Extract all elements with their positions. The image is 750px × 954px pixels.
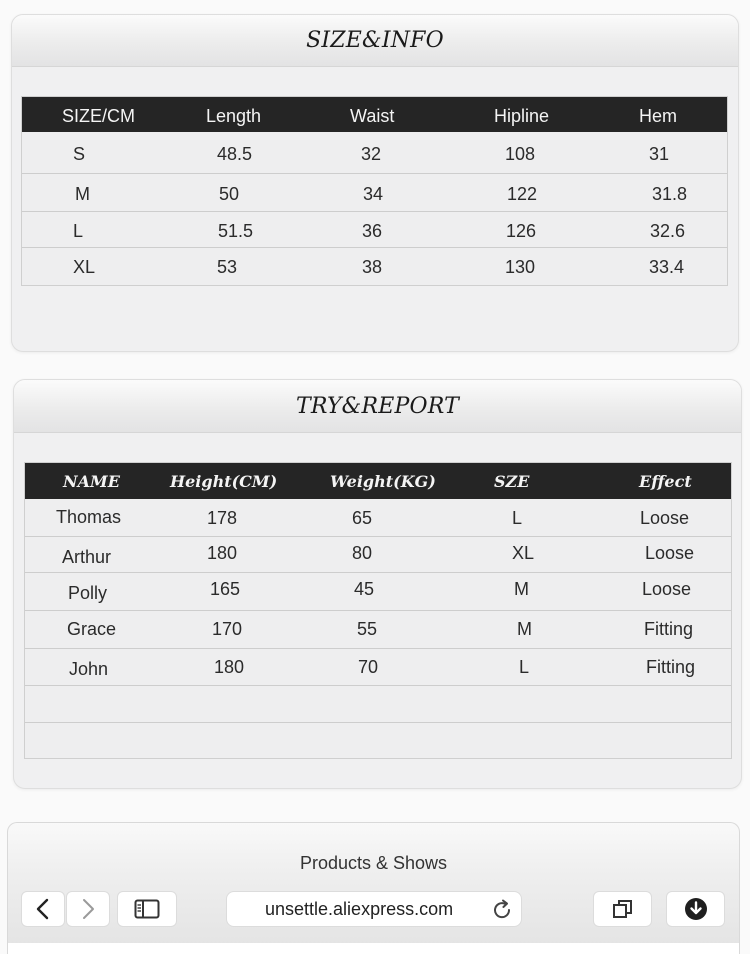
browser-toolbar xyxy=(7,822,740,954)
column-header: NAME xyxy=(63,472,120,491)
column-header: SZE xyxy=(494,472,530,491)
table-cell: XL xyxy=(512,543,535,563)
reload-icon xyxy=(491,899,513,921)
browser-content-edge xyxy=(8,943,739,954)
table-row xyxy=(22,132,727,174)
table-cell: Polly xyxy=(68,583,108,603)
table-cell: 45 xyxy=(354,579,375,599)
table-cell: Grace xyxy=(67,619,117,639)
back-button[interactable] xyxy=(21,891,65,927)
try-report-panel xyxy=(13,379,742,789)
table-cell: M xyxy=(75,184,90,204)
table-row xyxy=(25,611,731,649)
sidebar-button[interactable] xyxy=(117,891,177,927)
reload-button[interactable] xyxy=(491,899,513,926)
table-cell: 180 xyxy=(207,543,238,563)
browser-page-title: Products & Shows xyxy=(299,853,448,873)
table-cell: 126 xyxy=(506,221,537,241)
table-cell: M xyxy=(517,619,532,639)
download-button[interactable] xyxy=(666,891,725,927)
column-header: Height(CM) xyxy=(170,472,278,491)
try-report-header xyxy=(14,380,741,433)
table-cell: 55 xyxy=(357,619,378,639)
size-info-header xyxy=(12,15,738,67)
table-cell: 34 xyxy=(363,184,384,204)
download-icon xyxy=(684,897,708,921)
table-row xyxy=(22,174,727,212)
table-cell: 178 xyxy=(207,508,238,528)
table-cell: Loose xyxy=(642,579,692,599)
table-cell: L xyxy=(73,221,84,241)
table-cell: S xyxy=(73,144,86,164)
table-cell: Arthur xyxy=(62,547,112,567)
table-row xyxy=(25,649,731,686)
table-cell: 122 xyxy=(507,184,538,204)
try-report-title: TRY&REPORT xyxy=(296,393,459,419)
try-report-table-header xyxy=(25,463,731,499)
table-cell: 165 xyxy=(210,579,241,599)
column-header: Effect xyxy=(639,472,692,491)
table-cell: Thomas xyxy=(56,507,122,527)
size-info-table-header xyxy=(22,97,727,132)
table-cell: Fitting xyxy=(646,657,696,677)
table-cell: Loose xyxy=(640,508,690,528)
column-header: SIZE/CM xyxy=(62,106,136,126)
table-cell: 70 xyxy=(358,657,379,677)
size-info-title: SIZE&INFO xyxy=(306,28,444,53)
table-cell: XL xyxy=(73,257,96,277)
table-cell: L xyxy=(512,508,523,528)
sidebar-icon xyxy=(134,899,160,919)
tabs-button[interactable] xyxy=(593,891,652,927)
chevron-left-icon xyxy=(35,898,51,920)
table-cell: 53 xyxy=(217,257,238,277)
table-cell: 32.6 xyxy=(650,221,686,241)
table-cell: 51.5 xyxy=(218,221,254,241)
size-info-panel xyxy=(11,14,739,352)
table-cell: 31.8 xyxy=(652,184,688,204)
table-cell: Fitting xyxy=(644,619,694,639)
column-header: Weight(KG) xyxy=(330,472,436,491)
size-info-table xyxy=(21,96,728,286)
chevron-right-icon xyxy=(80,898,96,920)
table-row xyxy=(25,499,731,537)
empty-table-row xyxy=(25,686,731,723)
table-cell: 31 xyxy=(649,144,670,164)
column-header: Length xyxy=(206,106,262,126)
table-cell: 32 xyxy=(361,144,382,164)
table-cell: 170 xyxy=(212,619,243,639)
column-header: Hem xyxy=(639,106,678,126)
table-cell: 36 xyxy=(362,221,383,241)
url-text: unsettle.aliexpress.com xyxy=(265,899,454,919)
table-cell: 180 xyxy=(214,657,245,677)
tabs-icon xyxy=(612,898,634,920)
forward-button[interactable] xyxy=(66,891,110,927)
empty-table-row xyxy=(25,723,731,759)
table-cell: John xyxy=(69,659,109,679)
column-header: Hipline xyxy=(494,106,550,126)
table-cell: 33.4 xyxy=(649,257,685,277)
try-report-table xyxy=(24,462,732,759)
table-cell: M xyxy=(514,579,529,599)
table-cell: 108 xyxy=(505,144,536,164)
table-row xyxy=(22,212,727,248)
table-row xyxy=(25,537,731,573)
table-cell: 80 xyxy=(352,543,373,563)
table-cell: L xyxy=(519,657,530,677)
table-cell: 48.5 xyxy=(217,144,253,164)
column-header: Waist xyxy=(350,106,395,126)
table-cell: 50 xyxy=(219,184,240,204)
address-bar[interactable] xyxy=(226,891,522,927)
table-cell: Loose xyxy=(645,543,695,563)
table-cell: 65 xyxy=(352,508,373,528)
table-cell: 38 xyxy=(362,257,383,277)
table-row xyxy=(22,248,727,285)
table-cell: 130 xyxy=(505,257,536,277)
table-row xyxy=(25,573,731,611)
